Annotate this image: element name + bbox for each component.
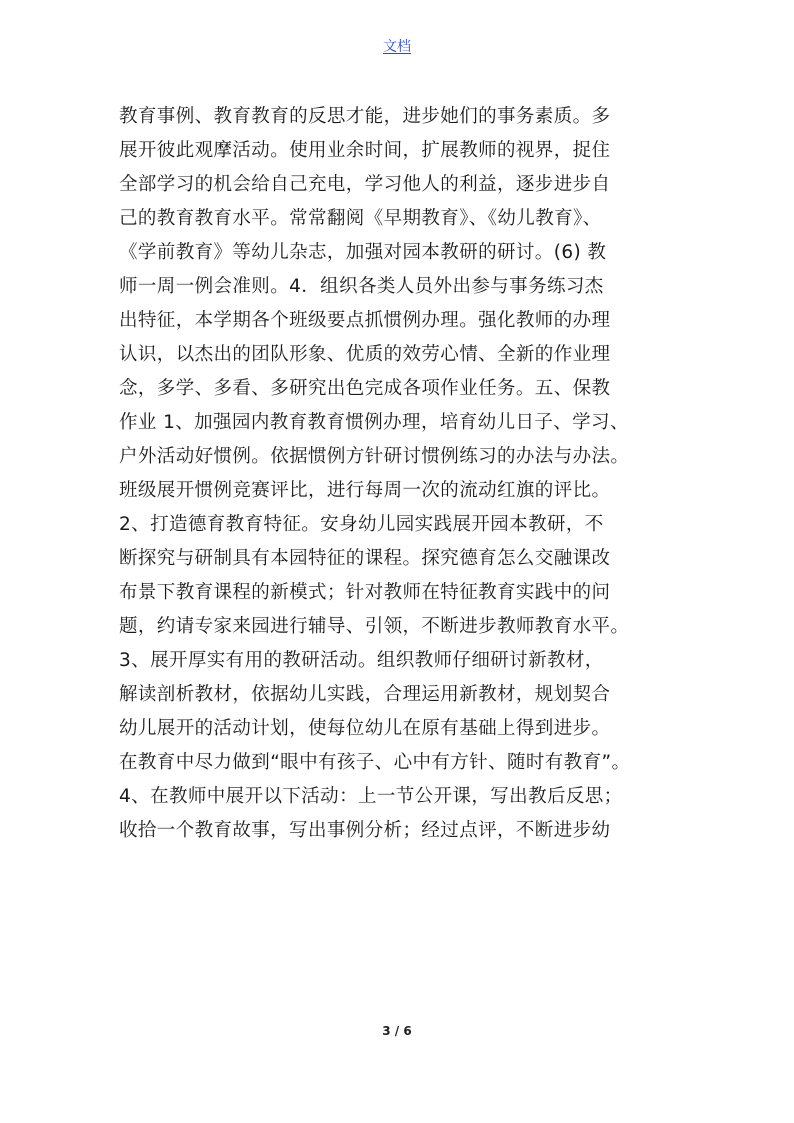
body-line: 在教育中尽力做到“眼中有孩子、心中有方针、随时有教育”。 (119, 752, 631, 773)
page-number: 3 / 6 (382, 1024, 412, 1038)
document-header-link[interactable]: 文档 (383, 39, 411, 55)
body-line: 师一周一例会准则。4．组织各类人员外出参与事务练习杰 (119, 276, 604, 297)
body-line: 《学前教育》等幼儿杂志，加强对园本教研的研讨。(6) 教 (119, 242, 607, 263)
body-line: 题，约请专家来园进行辅导、引领，不断进步教师教育水平。 (119, 616, 630, 637)
body-line: 收拾一个教育故事，写出事例分析；经过点评，不断进步幼 (119, 820, 611, 841)
body-line: 全部学习的机会给自己充电，学习他人的利益，逐步进步自 (119, 174, 611, 195)
body-line: 3、展开厚实有用的教研活动。组织教师仔细研讨新教材， (119, 650, 604, 671)
body-line: 作业 1、加强园内教育教育惯例办理，培育幼儿日子、学习、 (119, 412, 629, 433)
body-line: 展开彼此观摩活动。使用业余时间，扩展教师的视界，捉住 (119, 140, 611, 161)
body-line: 己的教育教育水平。常常翻阅《早期教育》、《幼儿教育》、 (119, 208, 602, 229)
body-line: 解读剖析教材，依据幼儿实践，合理运用新教材，规划契合 (119, 684, 611, 705)
body-line: 认识，以杰出的团队形象、优质的效劳心情、全新的作业理 (119, 344, 611, 365)
body-line: 布景下教育课程的新模式；针对教师在特征教育实践中的问 (119, 582, 611, 603)
body-line: 2、打造德育教育特征。安身幼儿园实践展开园本教研，不 (119, 514, 604, 535)
document-body (119, 100, 689, 848)
body-line: 幼儿展开的活动计划，使每位幼儿在原有基础上得到进步。 (119, 718, 611, 739)
body-line: 念，多学、多看、多研究出色完成各项作业任务。五、保教 (119, 378, 611, 399)
body-line: 出特征，本学期各个班级要点抓惯例办理。强化教师的办理 (119, 310, 611, 331)
body-line: 教育事例、教育教育的反思才能，进步她们的事务素质。多 (119, 106, 611, 127)
body-line: 户外活动好惯例。依据惯例方针研讨惯例练习的办法与办法。 (119, 446, 630, 467)
body-line: 班级展开惯例竞赛评比，进行每周一次的流动红旗的评比。 (119, 480, 611, 501)
body-line: 4、在教师中展开以下活动：上一节公开课，写出教后反思； (119, 786, 623, 807)
body-line: 断探究与研制具有本园特征的课程。探究德育怎么交融课改 (119, 548, 611, 569)
